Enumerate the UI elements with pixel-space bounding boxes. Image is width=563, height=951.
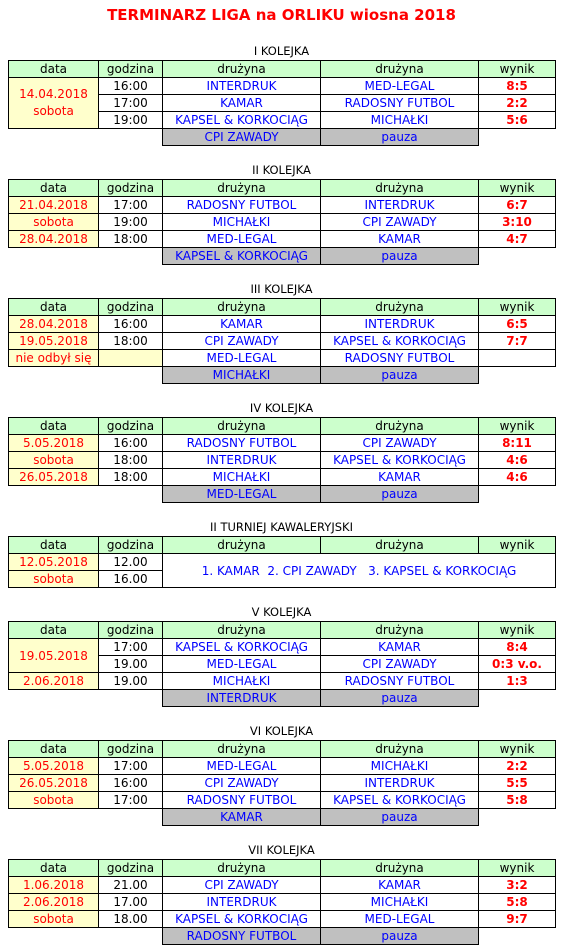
bye-row <box>9 809 556 826</box>
score-cell: 8:11 <box>479 435 556 452</box>
header-team2: drużyna <box>321 741 479 758</box>
header-wynik: wynik <box>479 622 556 639</box>
team2-cell: RADOSNY FUTBOL <box>321 350 479 367</box>
team1-cell: KAMAR <box>163 95 321 112</box>
score-cell: 4:7 <box>479 231 556 248</box>
score-cell: 2:2 <box>479 95 556 112</box>
match-row <box>9 435 556 452</box>
header-row <box>9 741 556 758</box>
team1-cell: MED-LEGAL <box>163 656 321 673</box>
score-cell: 1:3 <box>479 673 556 690</box>
score-cell: 6:5 <box>479 316 556 333</box>
header-team1: drużyna <box>163 860 321 877</box>
header-godzina: godzina <box>99 537 163 554</box>
round-table <box>8 60 556 146</box>
team2-cell: CPI ZAWADY <box>321 656 479 673</box>
team2-cell: CPI ZAWADY <box>321 214 479 231</box>
header-row <box>9 180 556 197</box>
tournament-row <box>9 554 556 571</box>
score-cell: 3:2 <box>479 877 556 894</box>
team1-cell: INTERDRUK <box>163 78 321 95</box>
match-row <box>9 231 556 248</box>
header-row <box>9 299 556 316</box>
tournament-results: 1. KAMAR 2. CPI ZAWADY 3. KAPSEL & KORKOCIĄG <box>163 554 556 588</box>
date-cell: 28.04.2018 <box>9 316 99 333</box>
header-team2: drużyna <box>321 299 479 316</box>
bye-row <box>9 486 556 503</box>
bye-team: MED-LEGAL <box>163 486 321 503</box>
header-wynik: wynik <box>479 537 556 554</box>
match-row <box>9 758 556 775</box>
date-cell: sobota <box>9 452 99 469</box>
bye-team: INTERDRUK <box>163 690 321 707</box>
header-row <box>9 61 556 78</box>
round-table <box>8 298 556 384</box>
date-cell: 1.06.2018 <box>9 877 99 894</box>
time-cell: 16:00 <box>99 775 163 792</box>
header-row <box>9 622 556 639</box>
team1-cell: MED-LEGAL <box>163 758 321 775</box>
team2-cell: INTERDRUK <box>321 775 479 792</box>
match-row <box>9 333 556 350</box>
round-title: III KOLEJKA <box>250 282 313 296</box>
date-cell: sobota <box>9 792 99 809</box>
round-title: IV KOLEJKA <box>249 401 314 415</box>
team2-cell: KAPSEL & KORKOCIĄG <box>321 792 479 809</box>
header-team1: drużyna <box>163 299 321 316</box>
team1-cell: RADOSNY FUTBOL <box>163 197 321 214</box>
time-cell: 16:00 <box>99 316 163 333</box>
pauza-label: pauza <box>321 129 479 146</box>
header-godzina: godzina <box>99 61 163 78</box>
time-cell: 19.00 <box>99 656 163 673</box>
round-table <box>8 859 556 945</box>
header-wynik: wynik <box>479 741 556 758</box>
match-row <box>9 452 556 469</box>
header-row <box>9 418 556 435</box>
header-row <box>9 537 556 554</box>
score-cell: 0:3 v.o. <box>479 656 556 673</box>
team2-cell: KAPSEL & KORKOCIĄG <box>321 333 479 350</box>
match-row <box>9 639 556 656</box>
team1-cell: CPI ZAWADY <box>163 775 321 792</box>
header-wynik: wynik <box>479 61 556 78</box>
match-row <box>9 792 556 809</box>
header-wynik: wynik <box>479 418 556 435</box>
pauza-label: pauza <box>321 809 479 826</box>
score-cell: 4:6 <box>479 452 556 469</box>
time-cell: 19:00 <box>99 214 163 231</box>
time-cell: 17:00 <box>99 792 163 809</box>
time-cell: 17:00 <box>99 197 163 214</box>
team1-cell: MED-LEGAL <box>163 350 321 367</box>
time-cell: 17:00 <box>99 95 163 112</box>
date-cell: 21.04.2018 <box>9 197 99 214</box>
team1-cell: MICHAŁKI <box>163 673 321 690</box>
team1-cell: RADOSNY FUTBOL <box>163 435 321 452</box>
header-data: data <box>9 299 99 316</box>
header-team2: drużyna <box>321 537 479 554</box>
date-cell: 2.06.2018 <box>9 894 99 911</box>
team2-cell: RADOSNY FUTBOL <box>321 95 479 112</box>
header-godzina: godzina <box>99 418 163 435</box>
bye-row <box>9 690 556 707</box>
time-cell: 18.00 <box>99 911 163 928</box>
weekday: sobota <box>33 104 74 118</box>
match-row <box>9 78 556 95</box>
score-cell: 5:8 <box>479 894 556 911</box>
header-godzina: godzina <box>99 741 163 758</box>
date-cell: 26.05.2018 <box>9 775 99 792</box>
date-cell: sobota <box>9 571 99 588</box>
score-cell: 8:5 <box>479 78 556 95</box>
bye-row <box>9 248 556 265</box>
round-title: V KOLEJKA <box>251 605 312 619</box>
header-team2: drużyna <box>321 418 479 435</box>
round-table <box>8 740 556 826</box>
round-title: I KOLEJKA <box>253 44 310 58</box>
score-cell: 4:6 <box>479 469 556 486</box>
match-row <box>9 775 556 792</box>
team2-cell: MED-LEGAL <box>321 911 479 928</box>
header-data: data <box>9 418 99 435</box>
time-cell: 16:00 <box>99 78 163 95</box>
bye-row <box>9 928 556 945</box>
match-row <box>9 316 556 333</box>
round-table <box>8 179 556 265</box>
header-wynik: wynik <box>479 299 556 316</box>
score-cell: 9:7 <box>479 911 556 928</box>
header-godzina: godzina <box>99 180 163 197</box>
time-cell: 18:00 <box>99 469 163 486</box>
header-data: data <box>9 860 99 877</box>
pauza-label: pauza <box>321 486 479 503</box>
header-godzina: godzina <box>99 622 163 639</box>
team2-cell: INTERDRUK <box>321 197 479 214</box>
tournament-title: II TURNIEJ KAWALERYJSKI <box>210 520 353 534</box>
header-godzina: godzina <box>99 860 163 877</box>
pauza-label: pauza <box>321 690 479 707</box>
header-data: data <box>9 741 99 758</box>
score-cell <box>479 350 556 367</box>
team2-cell: MICHAŁKI <box>321 894 479 911</box>
date-cell: 19.05.2018 <box>9 639 99 673</box>
team2-cell: KAPSEL & KORKOCIĄG <box>321 452 479 469</box>
round-table <box>8 621 556 707</box>
time-cell <box>99 350 163 367</box>
header-team2: drużyna <box>321 180 479 197</box>
header-team1: drużyna <box>163 418 321 435</box>
pauza-label: pauza <box>321 928 479 945</box>
time-cell: 12.00 <box>99 554 163 571</box>
bye-team: RADOSNY FUTBOL <box>163 928 321 945</box>
time-cell: 19.00 <box>99 673 163 690</box>
header-data: data <box>9 537 99 554</box>
date-cell: 19.05.2018 <box>9 333 99 350</box>
team2-cell: RADOSNY FUTBOL <box>321 673 479 690</box>
date-cell: 26.05.2018 <box>9 469 99 486</box>
header-team1: drużyna <box>163 537 321 554</box>
bye-row <box>9 129 556 146</box>
date-cell: 12.05.2018 <box>9 554 99 571</box>
header-wynik: wynik <box>479 860 556 877</box>
time-cell: 18:00 <box>99 452 163 469</box>
header-team1: drużyna <box>163 622 321 639</box>
team1-cell: KAMAR <box>163 316 321 333</box>
date-cell: 5.05.2018 <box>9 435 99 452</box>
score-cell: 2:2 <box>479 758 556 775</box>
time-cell: 18:00 <box>99 231 163 248</box>
team1-cell: MICHAŁKI <box>163 469 321 486</box>
date-cell: 5.05.2018 <box>9 758 99 775</box>
team1-cell: KAPSEL & KORKOCIĄG <box>163 639 321 656</box>
score-cell: 5:8 <box>479 792 556 809</box>
match-row <box>9 197 556 214</box>
team1-cell: KAPSEL & KORKOCIĄG <box>163 112 321 129</box>
header-team1: drużyna <box>163 741 321 758</box>
bye-team: MICHAŁKI <box>163 367 321 384</box>
team1-cell: CPI ZAWADY <box>163 333 321 350</box>
team2-cell: KAMAR <box>321 469 479 486</box>
match-row <box>9 894 556 911</box>
time-cell: 19:00 <box>99 112 163 129</box>
date-cell: nie odbył się <box>9 350 99 367</box>
match-row <box>9 214 556 231</box>
header-row <box>9 860 556 877</box>
pauza-label: pauza <box>321 248 479 265</box>
match-row <box>9 469 556 486</box>
team2-cell: KAMAR <box>321 639 479 656</box>
header-team2: drużyna <box>321 860 479 877</box>
score-cell: 5:6 <box>479 112 556 129</box>
team2-cell: CPI ZAWADY <box>321 435 479 452</box>
team1-cell: INTERDRUK <box>163 452 321 469</box>
team2-cell: MED-LEGAL <box>321 78 479 95</box>
match-row <box>9 350 556 367</box>
header-data: data <box>9 180 99 197</box>
date-cell: sobota <box>9 911 99 928</box>
team2-cell: MICHAŁKI <box>321 758 479 775</box>
bye-row <box>9 367 556 384</box>
round-title: II KOLEJKA <box>252 163 311 177</box>
pauza-label: pauza <box>321 367 479 384</box>
match-row <box>9 673 556 690</box>
score-cell: 3:10 <box>479 214 556 231</box>
header-data: data <box>9 61 99 78</box>
time-cell: 16:00 <box>99 435 163 452</box>
page-title: TERMINARZ LIGA na ORLIKU wiosna 2018 <box>107 6 456 24</box>
match-row <box>9 911 556 928</box>
team1-cell: RADOSNY FUTBOL <box>163 792 321 809</box>
header-wynik: wynik <box>479 180 556 197</box>
date: 14.04.2018 <box>19 87 88 101</box>
match-row <box>9 877 556 894</box>
score-cell: 8:4 <box>479 639 556 656</box>
header-team1: drużyna <box>163 61 321 78</box>
team2-cell: MICHAŁKI <box>321 112 479 129</box>
time-cell: 17:00 <box>99 758 163 775</box>
bye-team: KAPSEL & KORKOCIĄG <box>163 248 321 265</box>
time-cell: 17.00 <box>99 894 163 911</box>
header-godzina: godzina <box>99 299 163 316</box>
team2-cell: INTERDRUK <box>321 316 479 333</box>
header-team1: drużyna <box>163 180 321 197</box>
round-title: VI KOLEJKA <box>249 724 314 738</box>
tournament-table <box>8 536 556 588</box>
date-cell: sobota <box>9 214 99 231</box>
date-cell: 2.06.2018 <box>9 673 99 690</box>
time-cell: 16.00 <box>99 571 163 588</box>
header-team2: drużyna <box>321 61 479 78</box>
time-cell: 21.00 <box>99 877 163 894</box>
team2-cell: KAMAR <box>321 877 479 894</box>
score-cell: 5:5 <box>479 775 556 792</box>
time-cell: 18:00 <box>99 333 163 350</box>
round-title: VII KOLEJKA <box>248 843 315 857</box>
score-cell: 6:7 <box>479 197 556 214</box>
team1-cell: KAPSEL & KORKOCIĄG <box>163 911 321 928</box>
round-table <box>8 417 556 503</box>
team1-cell: MICHAŁKI <box>163 214 321 231</box>
date-cell <box>9 78 99 129</box>
header-data: data <box>9 622 99 639</box>
team1-cell: MED-LEGAL <box>163 231 321 248</box>
header-team2: drużyna <box>321 622 479 639</box>
team1-cell: CPI ZAWADY <box>163 877 321 894</box>
time-cell: 17:00 <box>99 639 163 656</box>
bye-team: KAMAR <box>163 809 321 826</box>
team2-cell: KAMAR <box>321 231 479 248</box>
bye-team: CPI ZAWADY <box>163 129 321 146</box>
score-cell: 7:7 <box>479 333 556 350</box>
team1-cell: INTERDRUK <box>163 894 321 911</box>
date-cell: 28.04.2018 <box>9 231 99 248</box>
